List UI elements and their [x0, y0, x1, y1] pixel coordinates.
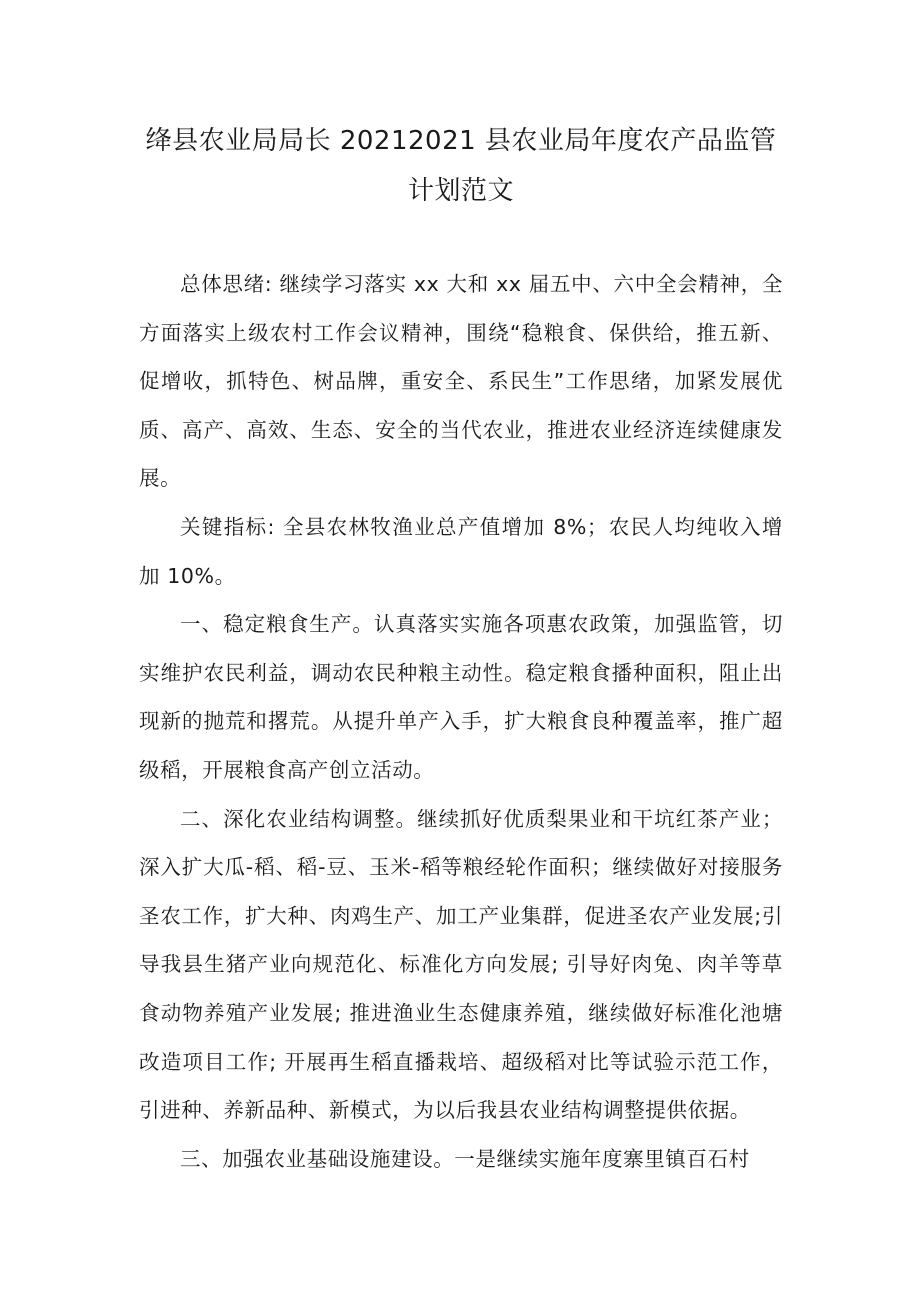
paragraph-grain-production: 一、稳定粮食生产。认真落实实施各项惠农政策，加强监管，切实维护农民利益，调动农民种粮主动性。稳定粮食播种面积，阻止出现新的抛荒和撂荒。从提升单产入手，扩大粮食良种覆盖率，推广超级稻，开展粮食高产创立活动。 [139, 612, 783, 782]
document-title: 绛县农业局局长 20212021 县农业局年度农产品监管计划范文 [145, 126, 777, 206]
paragraph-infrastructure: 三、加强农业基础设施建设。一是继续实施年度寨里镇百石村 [180, 1146, 750, 1171]
paragraph-overall-thinking: 总体思绪: 继续学习落实 xx 大和 xx 届五中、六中全会精神，全方面落实上级农村工作会议精神，围绕“稳粮食、保供给，推五新、促增收，抓特色、树品牌，重安全、系民生”工作思绪，加紧发展优质、高产、高效、生态、安全的当代农业，推进农业经济连续健康发展。 [139, 272, 783, 491]
document-body [139, 260, 783, 1183]
paragraph-key-indicators: 关键指标: 全县农林牧渔业总产值增加 8%；农民人均纯收入增加 10%。 [139, 514, 783, 588]
paragraph-structure-adjustment: 二、深化农业结构调整。继续抓好优质梨果业和干坑红茶产业；深入扩大瓜-稻、稻-豆、玉米-稻等粮经轮作面积；继续做好对接服务圣农工作，扩大种、肉鸡生产、加工产业集群，促进圣农产业发展;引导我县生猪产业向规范化、标准化方向发展; 引导好肉兔、肉羊等草食动物养殖产业发展; 推进渔业生态健康养殖，继续做好标准化池塘改造项目工作; 开展再生稻直播栽培、超级稻对比等试验示范工作，引进种、养新品种、新模式，为以后我县农业结构调整提供依据。 [139, 806, 783, 1123]
